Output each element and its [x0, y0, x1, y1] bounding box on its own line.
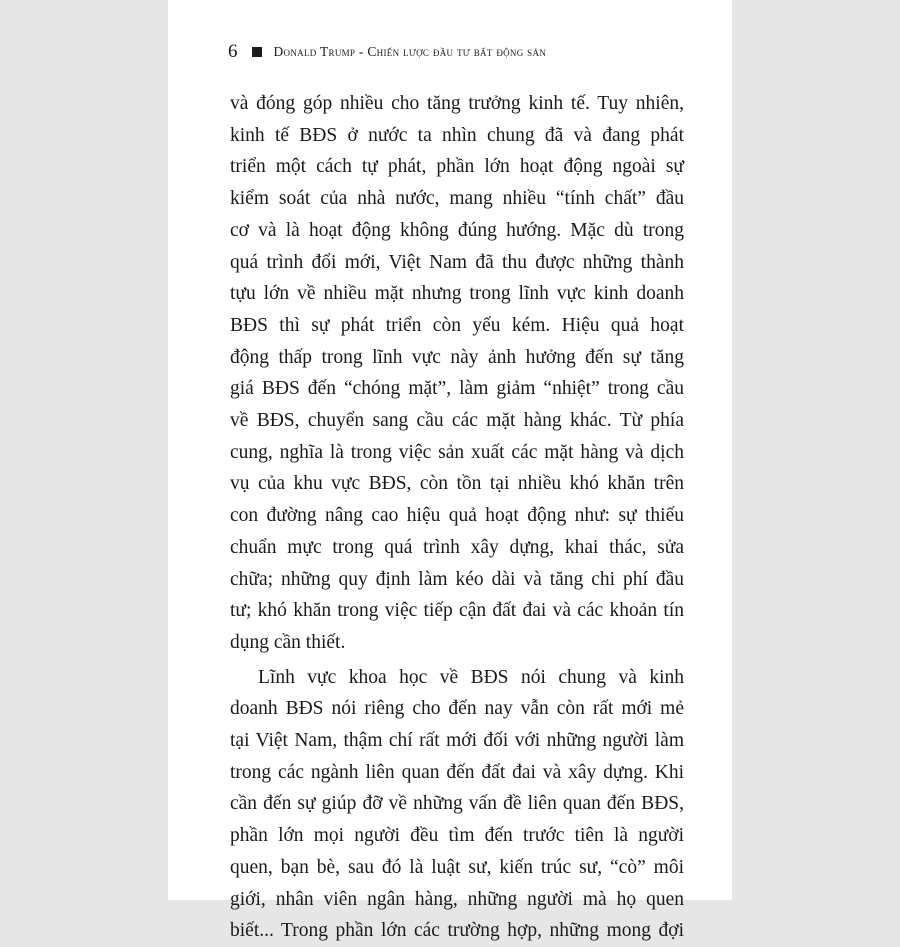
- page-number: 6: [228, 41, 238, 62]
- text-line: cung, nghĩa là trong việc sản xuất các mặt hàng và dịch: [230, 441, 684, 463]
- text-line: tư; khó khăn trong việc tiếp cận đất đai và các khoản tín: [230, 600, 684, 622]
- running-head: Donald Trump - Chiến lược đầu tư bất động sản: [273, 44, 547, 59]
- text-line: triển một cách tự phát, phần lớn hoạt động ngoài sự: [230, 156, 684, 178]
- text-line: trong các ngành liên quan đến đất đai và xây dựng. Khi: [230, 761, 684, 783]
- text-line: cần đến sự giúp đỡ về những vấn đề liên quan đến BĐS,: [230, 793, 684, 815]
- text-line: phần lớn mọi người đều tìm đến trước tiên là người: [230, 825, 684, 847]
- square-bullet-icon: [252, 47, 262, 57]
- text-line: quá trình đổi mới, Việt Nam đã thu được những thành: [230, 251, 684, 273]
- text-line: kiểm soát của nhà nước, mang nhiều “tính chất” đầu: [230, 188, 684, 210]
- text-line: giá BĐS đến “chóng mặt”, làm giảm “nhiệt” trong cầu: [230, 378, 684, 400]
- body-text: [230, 88, 684, 947]
- text-line: tựu lớn về nhiều mặt nhưng trong lĩnh vực kinh doanh: [230, 283, 684, 305]
- text-line: kinh tế BĐS ở nước ta nhìn chung đã và đang phát: [230, 124, 684, 146]
- text-line: Lĩnh vực khoa học về BĐS nói chung và kinh: [258, 666, 684, 688]
- text-line: chữa; những quy định làm kéo dài và tăng chi phí đầu: [230, 568, 684, 590]
- text-line: BĐS thì sự phát triển còn yếu kém. Hiệu quả hoạt: [230, 314, 684, 336]
- text-line: cơ và là hoạt động không đúng hướng. Mặc dù trong: [230, 219, 684, 241]
- text-line: quen, bạn bè, sau đó là luật sư, kiến trúc sư, “cò” môi: [230, 856, 684, 878]
- text-line: con đường nâng cao hiệu quả hoạt động như: sự thiếu: [230, 505, 684, 527]
- text-line: động thấp trong lĩnh vực này ảnh hưởng đến sự tăng: [230, 346, 684, 368]
- text-line: doanh BĐS nói riêng cho đến nay vẫn còn rất mới mẻ: [230, 698, 684, 720]
- text-line: tại Việt Nam, thậm chí rất mới đối với những người làm: [230, 730, 684, 752]
- book-page: [168, 0, 732, 942]
- paragraph-2: [230, 662, 684, 947]
- text-line: biết... Trong phần lớn các trường hợp, những mong đợi: [230, 920, 684, 942]
- page-header: [228, 40, 698, 64]
- paragraph-1: [230, 88, 684, 659]
- text-line: giới, nhân viên ngân hàng, những người mà họ quen: [230, 888, 684, 910]
- text-line: chuẩn mực trong quá trình xây dựng, khai thác, sửa: [230, 536, 684, 558]
- text-line: về BĐS, chuyển sang cầu các mặt hàng khác. Từ phía: [230, 410, 684, 432]
- text-line: dụng cần thiết.: [230, 631, 346, 653]
- text-line: và đóng góp nhiều cho tăng trưởng kinh tế. Tuy nhiên,: [230, 93, 684, 114]
- text-line: vụ của khu vực BĐS, còn tồn tại nhiều khó khăn trên: [230, 473, 684, 495]
